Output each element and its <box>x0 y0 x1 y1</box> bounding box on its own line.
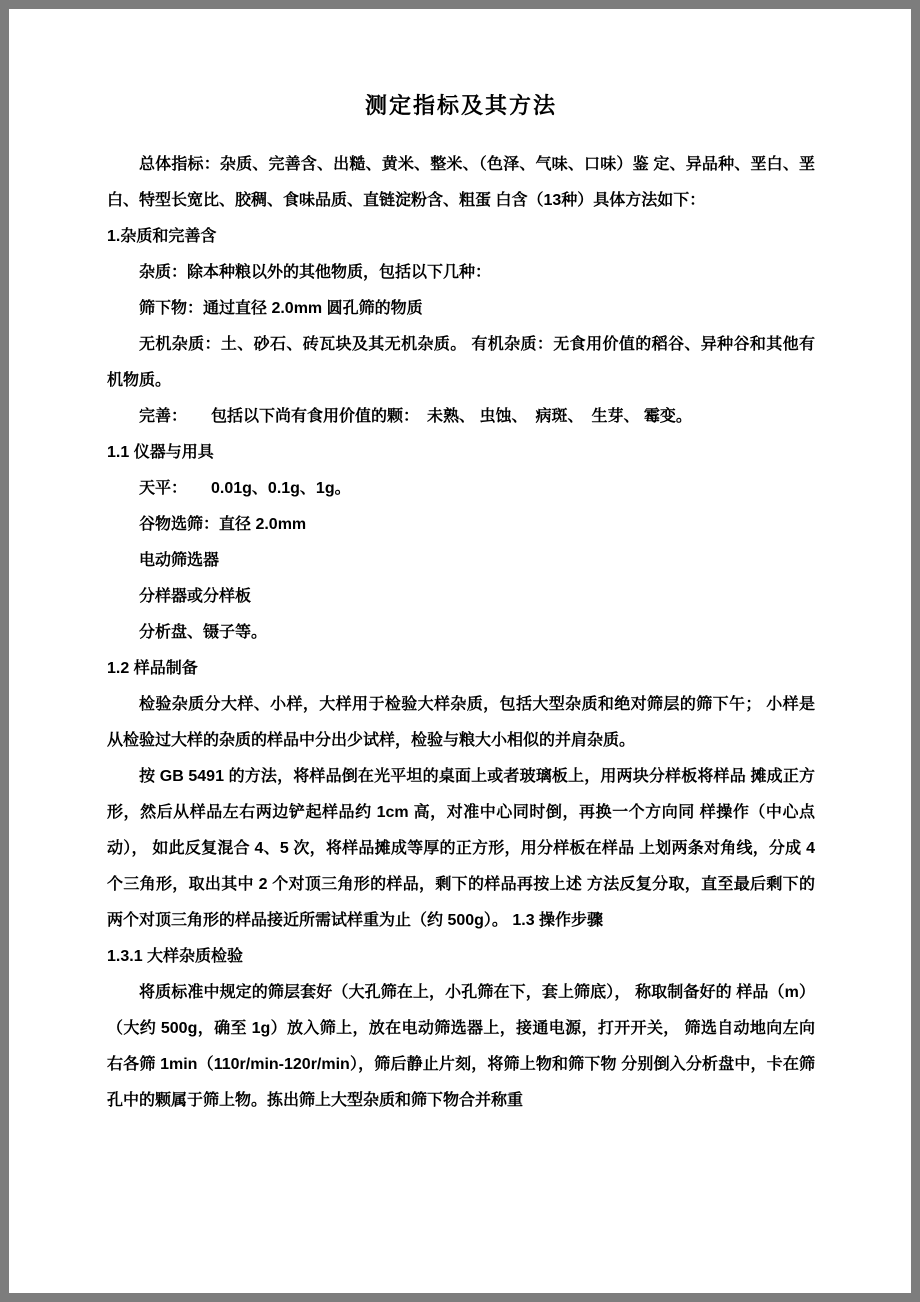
document-page <box>9 9 911 1293</box>
paragraph: 分样器或分样板 <box>139 588 252 605</box>
section-heading: 1.1 仪器与用具 <box>107 444 214 461</box>
paragraph: 电动筛选器 <box>139 552 220 569</box>
paragraph: 谷物选筛：直径 2.0mm <box>139 516 307 533</box>
paragraph: 分析盘、镊子等。 <box>139 624 268 641</box>
paragraph: 按 GB 5491 的方法，将样品倒在光平坦的桌面上或者玻璃板上，用两块分样板将样品 摊成正方形，然后从样品左右两边铲起样品约 1cm 高，对准中心同时倒，再换一个方向同 样操作（中心点动）， 如此反复混合 4、5 次，将样品摊成等厚的正方形，用分样板在样品 上划两条对角线，分成 4 个三角形，取出其中 2 个对顶三角形的样品，剩下的样品再按上述 方法反复分取，直至最后剩下的两个对顶三角形的样品接近所需试样重为止（约 500g）。 1.3 操作步骤 <box>107 768 815 929</box>
section-heading: 1.2 样品制备 <box>107 660 198 677</box>
paragraph: 无机杂质：土、砂石、砖瓦块及其无机杂质。 有机杂质：无食用价值的稻谷、异种谷和其他有机物质。 <box>107 336 815 389</box>
section-heading: 1.杂质和完善含 <box>107 228 217 245</box>
paragraph: 将质标准中规定的筛层套好（大孔筛在上，小孔筛在下，套上筛底）， 称取制备好的 样品（m）（大约 500g，确至 1g）放入筛上，放在电动筛选器上，接通电源，打开开关， 筛选自动地向左向右各筛 1min（110r/min-120r/min），筛后静止片刻，将筛上物和筛下物 分别倒入分析盘中，卡在筛孔中的颗属于筛上物。拣出筛上大型杂质和筛下物合并称重 <box>107 984 815 1109</box>
paragraph: 筛下物：通过直径 2.0mm 圆孔筛的物质 <box>139 300 423 317</box>
paragraph: 检验杂质分大样、小样，大样用于检验大样杂质，包括大型杂质和绝对筛层的筛下午； 小样是从检验过大样的杂质的样品中分出少试样，检验与粮大小相似的并肩杂质。 <box>107 696 815 749</box>
paragraph: 总体指标：杂质、完善含、出糙、黄米、整米、（色泽、气味、口味）鉴 定、异品种、垩白、垩白、特型长宽比、胶稠、食味品质、直链淀粉含、粗蛋 白含（13种）具体方法如下： <box>107 156 815 209</box>
section-heading: 1.3.1 大样杂质检验 <box>107 948 244 965</box>
document-body <box>107 147 815 1119</box>
paragraph: 天平： 0.01g、0.1g、1g。 <box>139 480 351 497</box>
document-title: 测定指标及其方法 <box>364 93 557 118</box>
paragraph: 杂质：除本种粮以外的其他物质，包括以下几种： <box>139 264 492 281</box>
paragraph: 完善： 包括以下尚有食用价值的颗： 未熟、 虫蚀、 病斑、 生芽、 霉变。 <box>139 408 692 425</box>
